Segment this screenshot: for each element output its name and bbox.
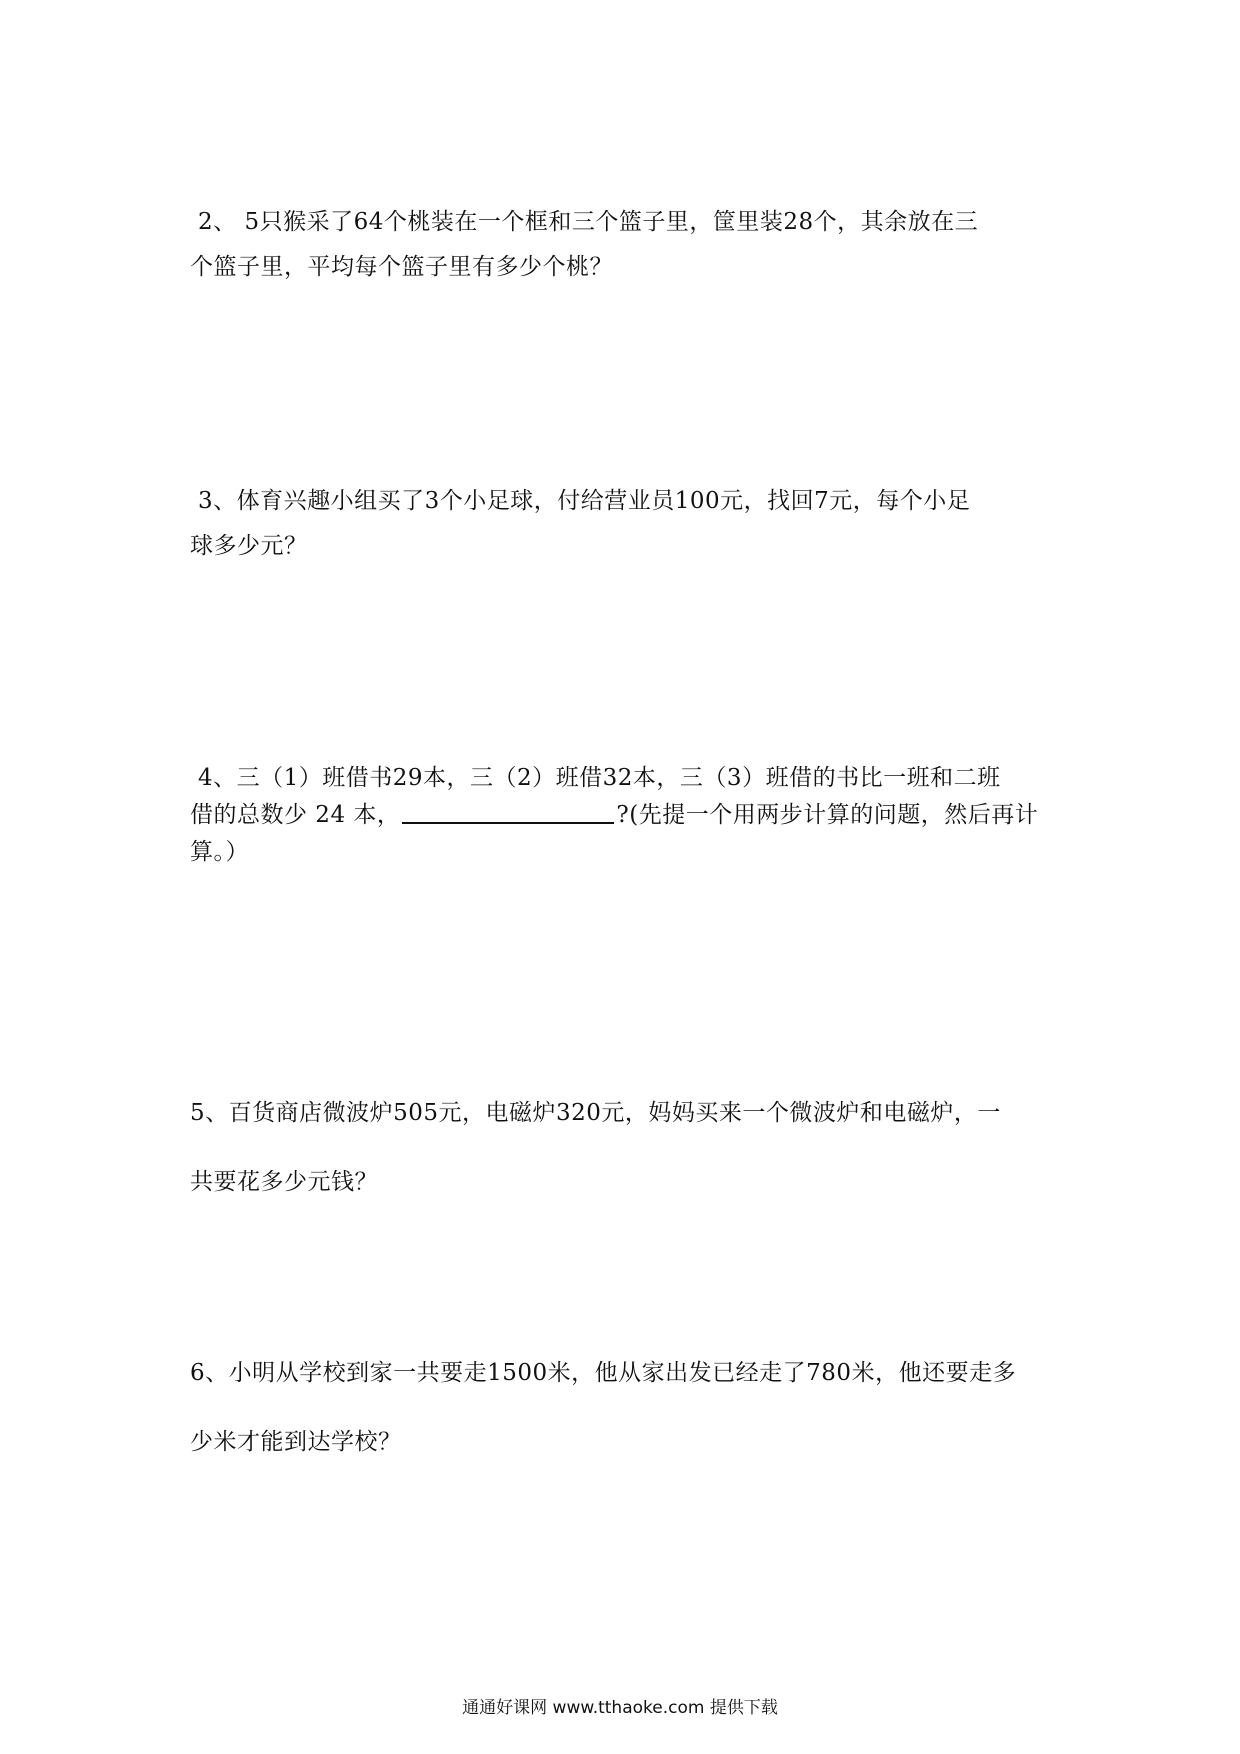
question-6-line-2: 少米才能到达学校？ [190, 1429, 402, 1455]
question-4-line-1: 4、三（1）班借书29本，三（2）班借32本，三（3）班借的书比一班和二班 [198, 765, 1001, 791]
question-2-line-1: 2、 5只猴采了64个桃装在一个框和三个篮子里，筐里装28个，其余放在三 [198, 209, 979, 235]
question-5-line-2: 共要花多少元钱？ [190, 1169, 378, 1195]
question-4-line-2 [190, 800, 1060, 830]
question-5-line-1: 5、百货商店微波炉505元，电磁炉320元，妈妈买来一个微波炉和电磁炉，一 [190, 1100, 1001, 1126]
question-3-line-2: 球多少元？ [190, 533, 308, 559]
question-4-line-2-end: ?(先提一个用两步计算的问题，然后再计 [616, 802, 1039, 828]
question-2-line-2: 个篮子里，平均每个篮子里有多少个桃？ [190, 254, 613, 280]
question-3-line-1: 3、体育兴趣小组买了3个小足球，付给营业员100元，找回7元，每个小足 [198, 488, 971, 514]
answer-blank[interactable] [402, 800, 614, 824]
page-footer: 通通好课网 www.tthaoke.com 提供下载 [462, 1698, 778, 1718]
question-6-line-1: 6、小明从学校到家一共要走1500米，他从家出发已经走了780米，他还要走多 [190, 1360, 1017, 1386]
question-4-line-3: 算。） [190, 839, 249, 865]
question-4-line-2-start: 借的总数少 24 本， [190, 802, 401, 828]
